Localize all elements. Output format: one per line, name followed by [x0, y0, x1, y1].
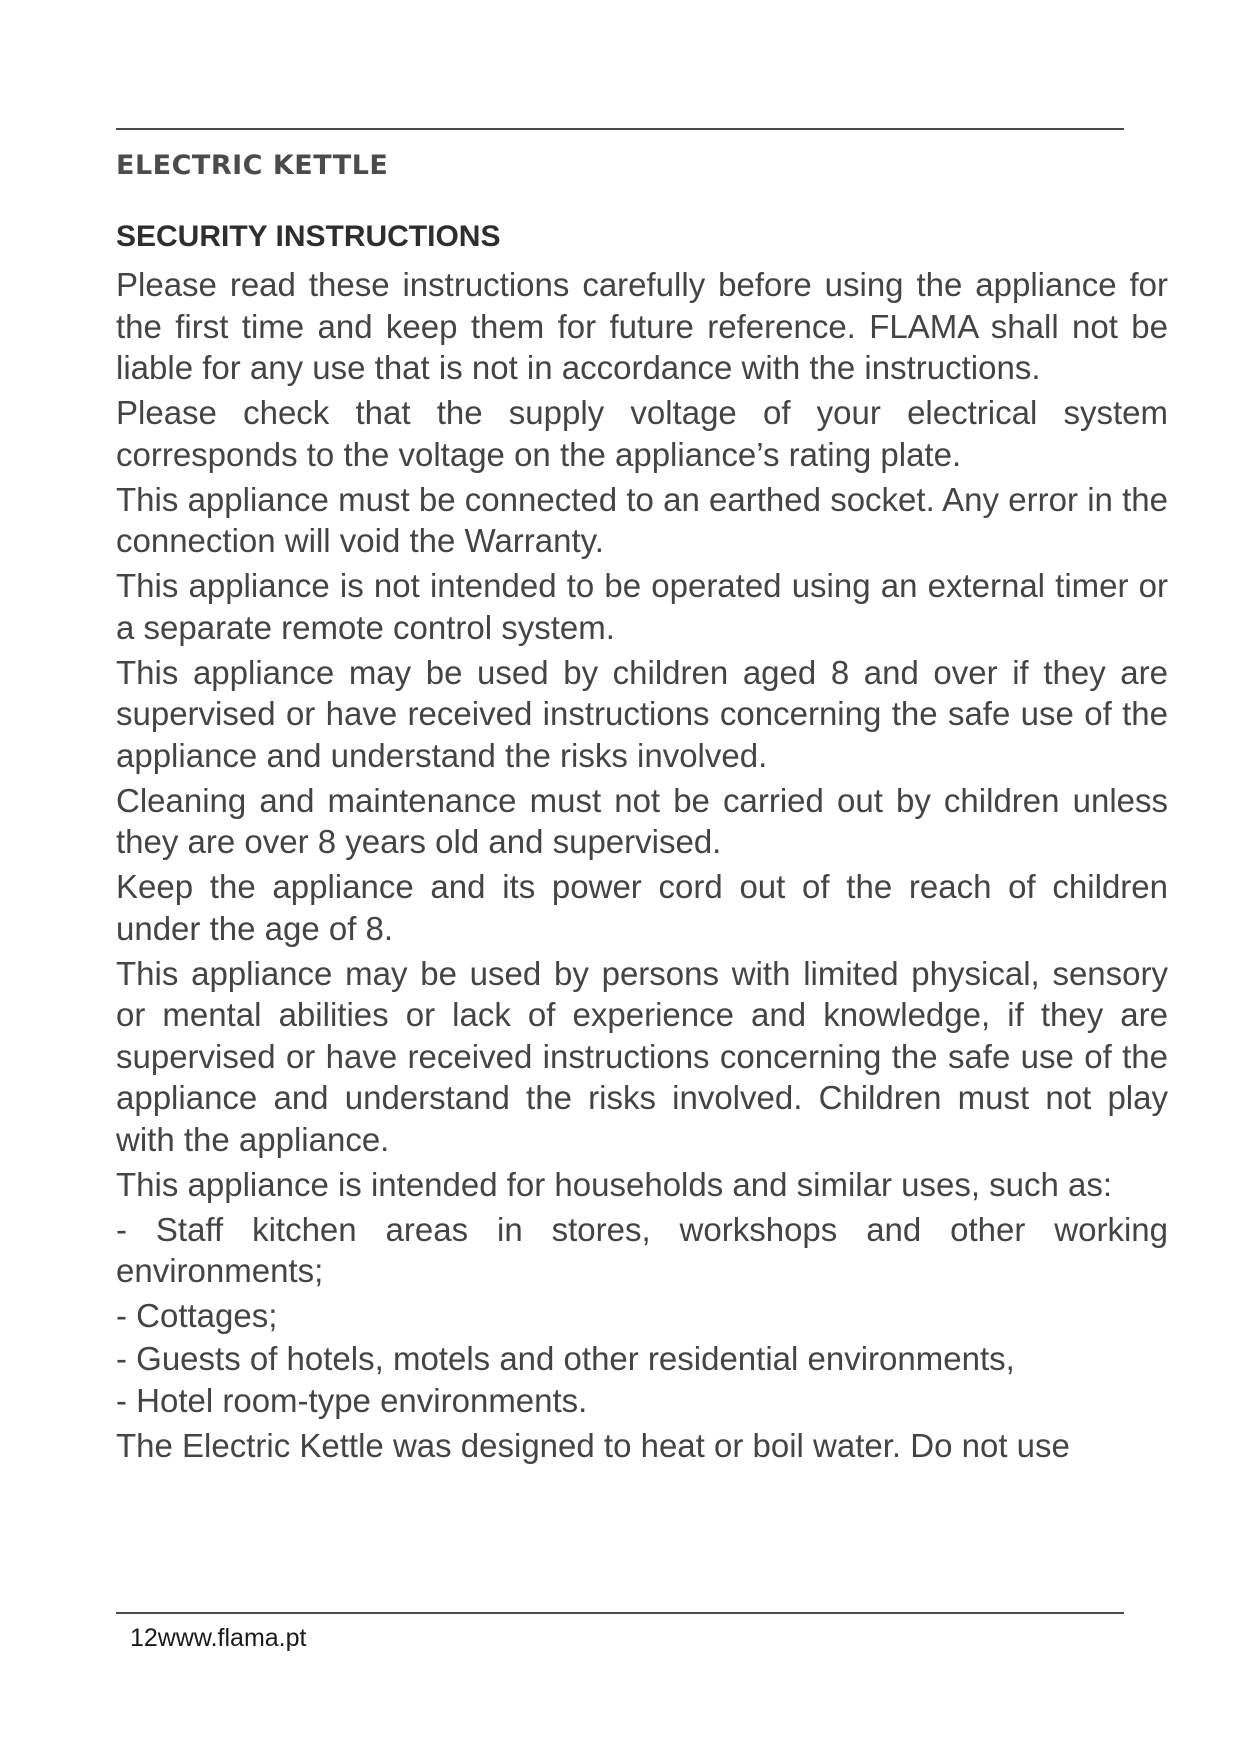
- section-heading: SECURITY INSTRUCTIONS: [116, 220, 501, 253]
- paragraph-supply-voltage: Please check that the supply voltage of your electrical system corresponds to the voltage on the appliance’s rating plate.: [116, 394, 1168, 473]
- paragraph-external-timer: This appliance is not intended to be operated using an external timer or a separate remote control system.: [116, 567, 1168, 646]
- list-item-hotel-room: - Hotel room-type environments.: [116, 1382, 588, 1419]
- list-item-cottages: - Cottages;: [116, 1297, 278, 1334]
- paragraph-read-instructions: Please read these instructions carefully before using the appliance for the first time and keep them for future reference. FLAMA shall not be liable for any use that is not in accordance with the instructions.: [116, 266, 1168, 386]
- paragraph-children-use: This appliance may be used by children aged 8 and over if they are supervised or have received instructions concerning the safe use of the appliance and understand the risks involved.: [116, 653, 1168, 774]
- document-title: ELECTRIC KETTLE: [116, 150, 389, 181]
- paragraph-earthed-socket: This appliance must be connected to an earthed socket. Any error in the connection will void the Warranty.: [116, 480, 1168, 559]
- paragraph-intended-use: This appliance is intended for households and similar uses, such as:: [116, 1165, 1113, 1203]
- paragraph-reach-of-children: Keep the appliance and its power cord out of the reach of children under the age of 8.: [116, 868, 1168, 947]
- footer-rule: [116, 1612, 1124, 1614]
- paragraph-limited-abilities: This appliance may be used by persons with limited physical, sensory or mental abilities or lack of experience and knowledge, if they are supervised or have received instructions concerning the safe use of the appliance and understand the risks involved. Children must not play with the appliance.: [116, 954, 1168, 1158]
- header-rule: [116, 128, 1124, 130]
- page-footer: 12www.flama.pt: [130, 1624, 307, 1652]
- instructions-body: [116, 264, 1168, 1470]
- list-item-staff-kitchen: - Staff kitchen areas in stores, workshops and other working environments;: [116, 1210, 1168, 1289]
- paragraph-kettle-purpose: The Electric Kettle was designed to heat or boil water. Do not use: [116, 1427, 1070, 1464]
- list-item-hotel-guests: - Guests of hotels, motels and other residential environments,: [116, 1339, 1015, 1377]
- paragraph-cleaning: Cleaning and maintenance must not be carried out by children unless they are over 8 years old and supervised.: [116, 781, 1168, 860]
